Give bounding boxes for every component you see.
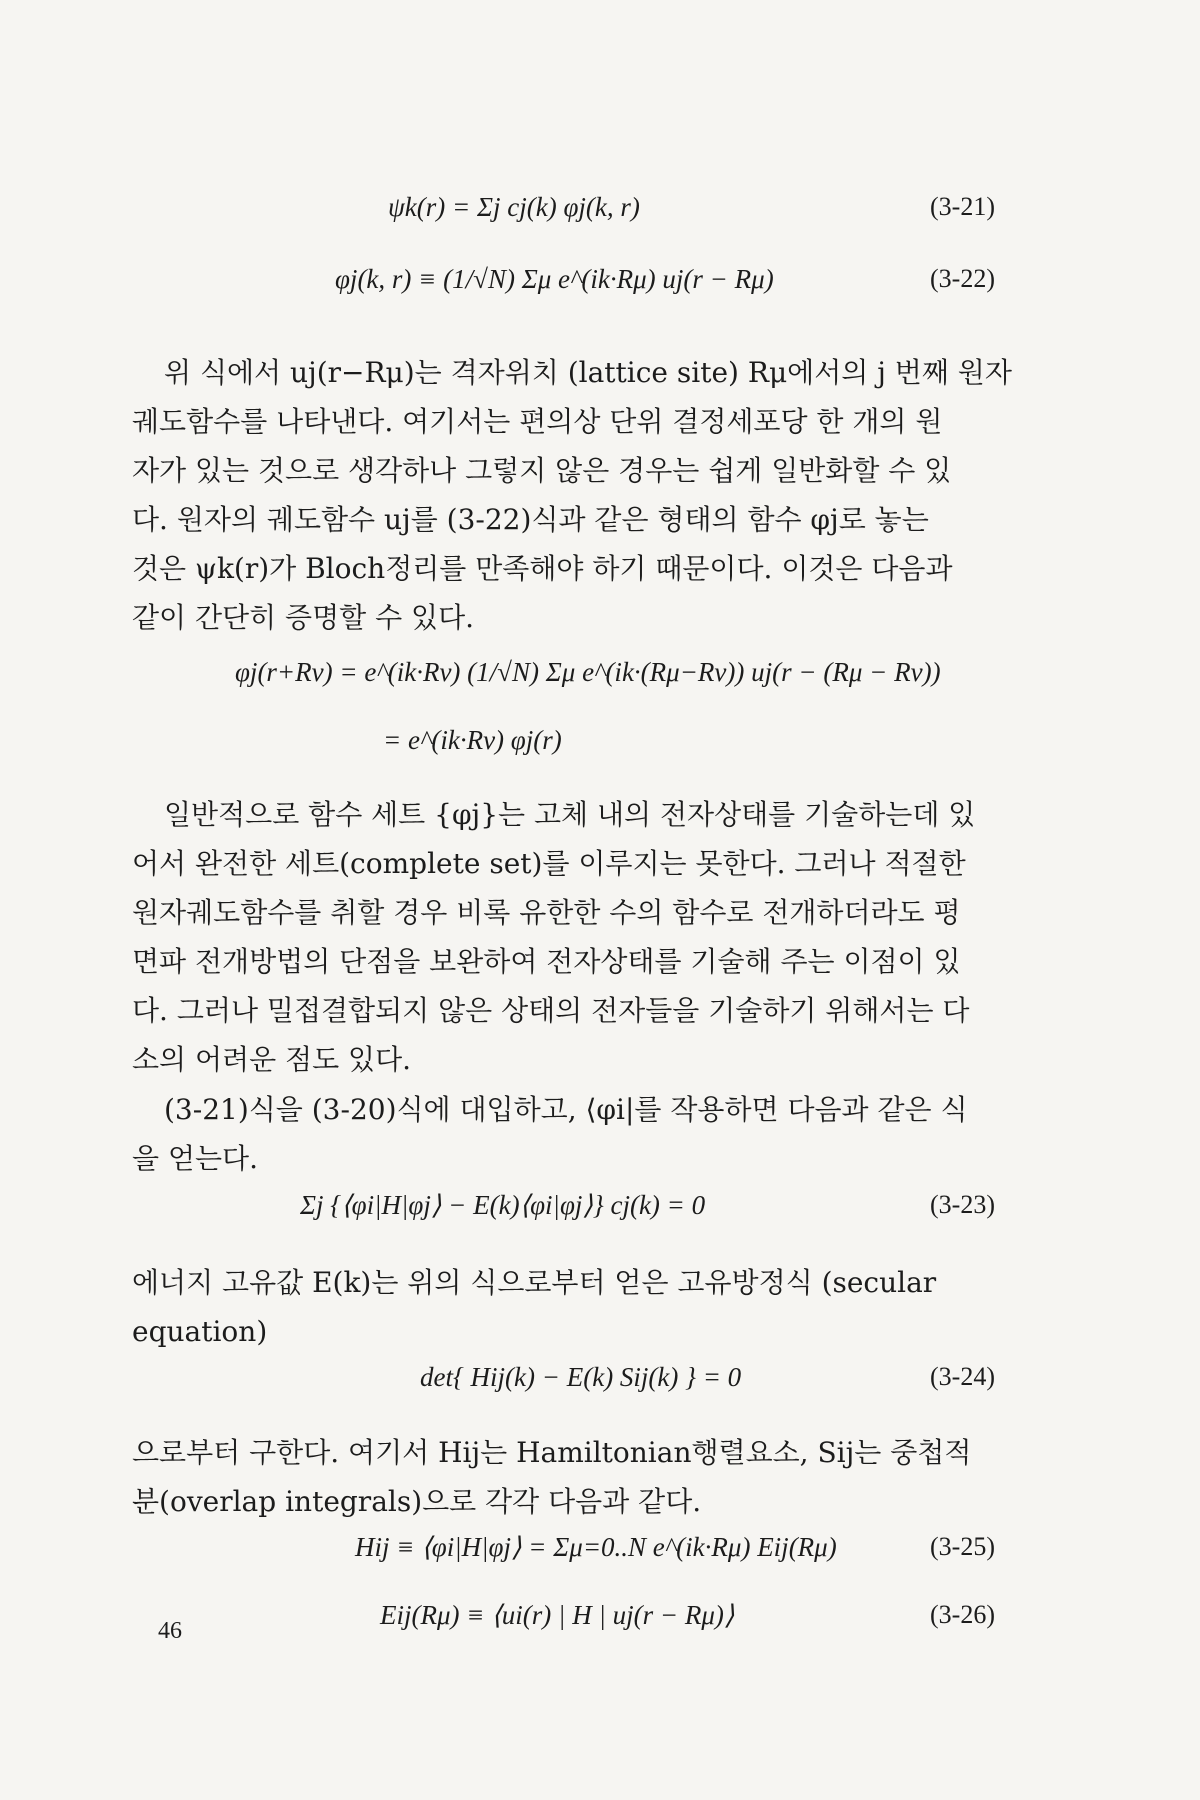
text-line: 을 얻는다. xyxy=(132,1142,258,1175)
equation-3-22: φj(k, r) ≡ (1/√N) Σμ e^(ik·Rμ) uj(r − Rμ) xyxy=(335,264,774,294)
text-line: 일반적으로 함수 세트 {φj}는 고체 내의 전자상태를 기술하는데 있 xyxy=(164,798,976,831)
text-line: 궤도함수를 나타낸다. 여기서는 편의상 단위 결정세포당 한 개의 원 xyxy=(132,405,943,438)
text-line: (3-21)식을 (3-20)식에 대입하고, ⟨φi|를 작용하면 다음과 같은 식 xyxy=(164,1093,968,1126)
equation-3-24: det{ Hij(k) − E(k) Sij(k) } = 0 xyxy=(420,1362,742,1392)
page-number: 46 xyxy=(158,1618,182,1644)
text-line: 것은 ψk(r)가 Bloch정리를 만족해야 하기 때문이다. 이것은 다음과 xyxy=(132,552,953,585)
equation-3-21: ψk(r) = Σj cj(k) φj(k, r) xyxy=(388,192,640,222)
text-line: 다. 원자의 궤도함수 uj를 (3-22)식과 같은 형태의 함수 φj로 놓는 xyxy=(132,503,929,536)
paragraph-5 xyxy=(132,1428,1032,1526)
equation-3-26: Eij(Rμ) ≡ ⟨ui(r) | H | uj(r − Rμ)⟩ xyxy=(380,1600,735,1630)
equation-number-3-26: (3-26) xyxy=(930,1600,995,1629)
equation-number-3-23: (3-23) xyxy=(930,1190,995,1219)
text-line: 소의 어려운 점도 있다. xyxy=(132,1043,412,1076)
text-line: 원자궤도함수를 취할 경우 비록 유한한 수의 함수로 전개하더라도 평 xyxy=(132,896,961,929)
text-line: 면파 전개방법의 단점을 보완하여 전자상태를 기술해 주는 이점이 있 xyxy=(132,945,961,978)
equation-number-3-24: (3-24) xyxy=(930,1362,995,1391)
text-line: 분(overlap integrals)으로 각각 다음과 같다. xyxy=(132,1485,702,1518)
paragraph-4 xyxy=(132,1258,1032,1356)
equation-number-3-22: (3-22) xyxy=(930,264,995,293)
paragraph-2 xyxy=(132,790,1032,1084)
text-line: equation) xyxy=(132,1315,268,1348)
equation-3-25: Hij ≡ ⟨φi|H|φj⟩ = Σμ=0..N e^(ik·Rμ) Eij(Rμ) xyxy=(355,1532,837,1562)
equation-bloch-proof-line-1: φj(r+Rν) = e^(ik·Rν) (1/√N) Σμ e^(ik·(Rμ−Rν)) uj(r − (Rμ − Rν)) xyxy=(235,657,941,687)
text-line: 위 식에서 uj(r−Rμ)는 격자위치 (lattice site) Rμ에서의 j 번째 원자 xyxy=(164,356,1012,389)
text-line: 어서 완전한 세트(complete set)를 이루지는 못한다. 그러나 적절한 xyxy=(132,847,966,880)
text-line: 자가 있는 것으로 생각하나 그렇지 않은 경우는 쉽게 일반화할 수 있 xyxy=(132,454,952,487)
equation-number-3-25: (3-25) xyxy=(930,1532,995,1561)
equation-3-23: Σj {⟨φi|H|φj⟩ − E(k)⟨φi|φj⟩} cj(k) = 0 xyxy=(300,1190,706,1220)
text-line: 에너지 고유값 E(k)는 위의 식으로부터 얻은 고유방정식 (secular xyxy=(132,1266,937,1299)
equation-number-3-21: (3-21) xyxy=(930,192,995,221)
text-line: 같이 간단히 증명할 수 있다. xyxy=(132,601,475,634)
text-line: 다. 그러나 밀접결합되지 않은 상태의 전자들을 기술하기 위해서는 다 xyxy=(132,994,970,1027)
equation-bloch-proof-line-2: = e^(ik·Rν) φj(r) xyxy=(383,725,562,755)
text-line: 으로부터 구한다. 여기서 Hij는 Hamiltonian행렬요소, Sij는 중첩적 xyxy=(132,1436,972,1469)
paragraph-1 xyxy=(132,348,1032,642)
paragraph-3 xyxy=(132,1085,1032,1183)
